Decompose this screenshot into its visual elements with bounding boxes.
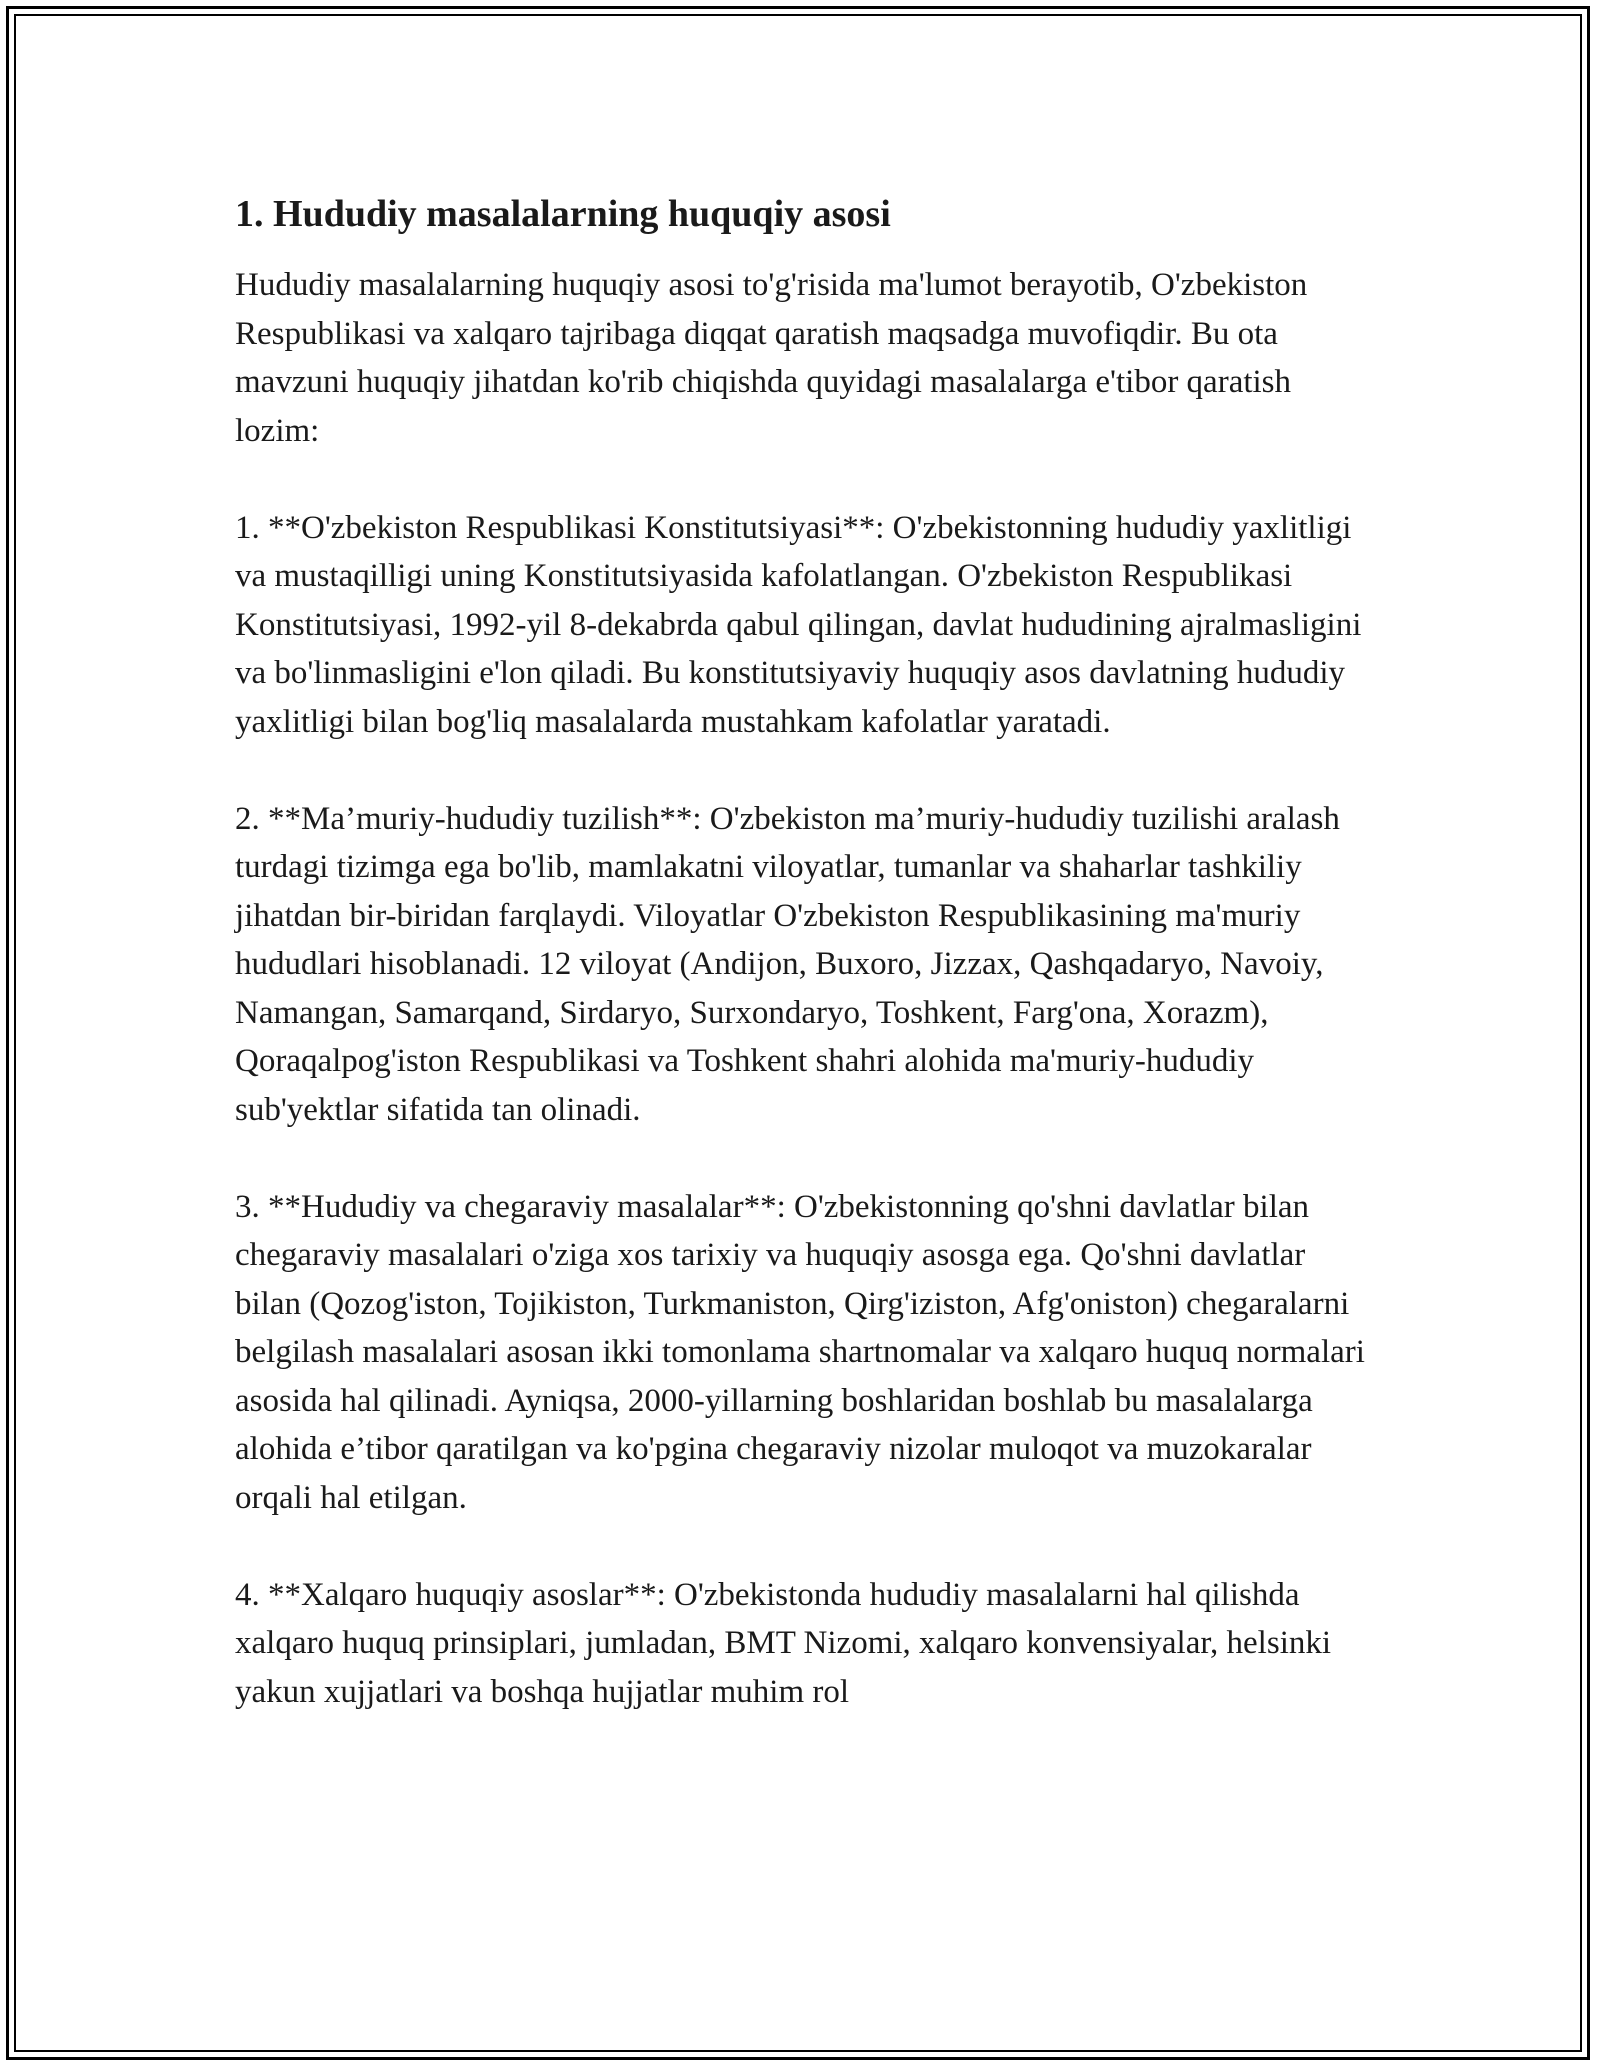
paragraph-border-issues: 3. **Hududiy va chegaraviy masalalar**: O'zbekistonning qo'shni davlatlar bilan chegaraviy masalalari o'ziga xos tarixiy va huquqiy asosga ega. Qo'shni davlatlar bilan (Qozog'iston, Tojikiston, Turkmaniston, Qirg'iziston, Afg'oniston) chegaralarni belgilash masalalari asosan ikki tomonlama shartnomalar va xalqaro huquq normalari asosida hal qilinadi. Ayniqsa, 2000-yillarning boshlaridan boshlab bu masalalarga alohida e’tibor qaratilgan va ko'pgina chegaraviy nizolar muloqot va muzokaralar orqali hal etilgan. (235, 1188, 1365, 1516)
intro-paragraph: Hududiy masalalarning huquqiy asosi to'g'risida ma'lumot berayotib, O'zbekiston Respublikasi va xalqaro tajribaga diqqat qaratish maqsadga muvofiqdir. Bu ota mavzuni huquqiy jihatdan ko'rib chiqishda quyidagi masalalarga e'tibor qaratish lozim: (235, 267, 1308, 449)
section-title: 1. Hududiy masalalarning huquqiy asosi (235, 193, 891, 235)
paragraph-constitution: 1. **O'zbekiston Respublikasi Konstitutsiyasi**: O'zbekistonning hududiy yaxlitligi va mustaqilligi uning Konstitutsiyasida kafolatlangan. O'zbekiston Respublikasi Konstitutsiyasi, 1992-yil 8-dekabrda qabul qilingan, davlat hududining ajralmasligini va bo'linmasligini e'lon qiladi. Bu konstitutsiyaviy huquqiy asos davlatning hududiy yaxlitligi bilan bog'liq masalalarda mustahkam kafolatlar yaratadi. (235, 509, 1362, 740)
paragraph-administrative-structure: 2. **Ma’muriy-hududiy tuzilish**: O'zbekiston ma’muriy-hududiy tuzilishi aralash turdagi tizimga ega bo'lib, mamlakatni viloyatlar, tumanlar va shaharlar tashkiliy jihatdan bir-biridan farqlaydi. Viloyatlar O'zbekiston Respublikasining ma'muriy hududlari hisoblanadi. 12 viloyat (Andijon, Buxoro, Jizzax, Qashqadaryo, Navoiy, Namangan, Samarqand, Sirdaryo, Surxondaryo, Toshkent, Farg'ona, Xorazm), Qoraqalpog'iston Respublikasi va Toshkent shahri alohida ma'muriy-hududiy sub'yektlar sifatida tan olinadi. (235, 800, 1340, 1128)
paragraph-international-law: 4. **Xalqaro huquqiy asoslar**: O'zbekistonda hududiy masalalarni hal qilishda xalqaro huquq prinsiplari, jumladan, BMT Nizomi, xalqaro konvensiyalar, helsinki yakun xujjatlari va boshqa hujjatlar muhim rol (235, 1576, 1332, 1710)
document-body (235, 185, 1365, 1765)
